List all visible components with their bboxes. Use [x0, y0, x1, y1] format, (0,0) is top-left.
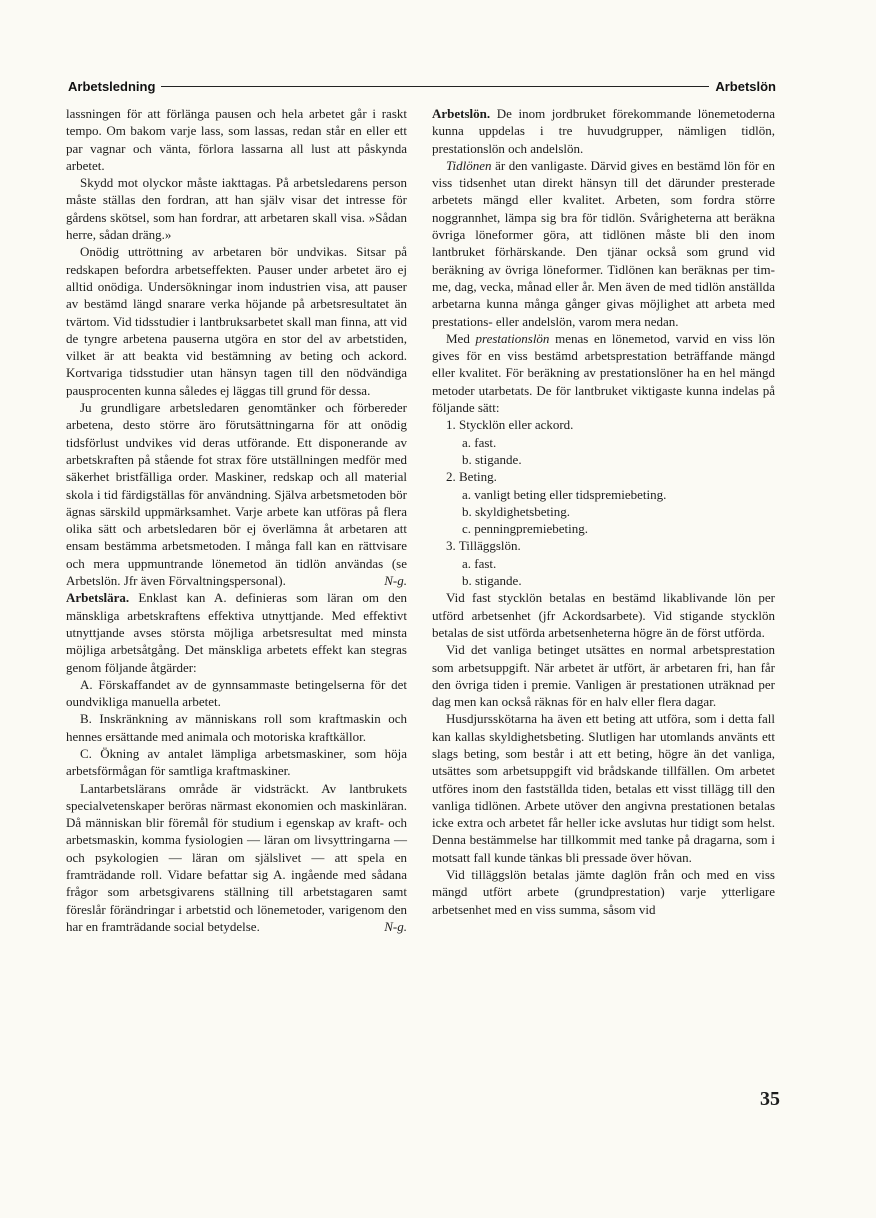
- author-signature: N-g.: [384, 573, 407, 589]
- left-column: [66, 105, 407, 935]
- list-item: A. Förskaffandet av de gynnsammaste betingelserna för det oundvikliga manuella arbetet.: [66, 676, 407, 710]
- right-column: [432, 105, 775, 918]
- paragraph-text: Ju grundligare arbetsledaren genomtänker och förbereder arbetena, desto större äro förutsättningarna för att onödig tidsförlust undvikes vid deras utförande. Ett disponerande av arbetskraften på stående fot strax före utställningen medför med säkerhet bristfälliga order. Maskiner, redskap och all material skola i tid färdigställas för användning. Själva arbetsmetoden bör ägnas särskild uppmärksamhet. Varje arbete kan utföras på flera olika sätt och arbetsledaren bör ej överlämna åt arbetaren att ensam bestämma arbetsmetoden. I många fall kan en rättvisare och mera uppmuntrande lönemetod än tidlön användas (se Arbetslön. Jfr även Förvaltningspersonal).: [66, 400, 407, 589]
- list-subitem: c. penningpremiebeting.: [462, 521, 588, 537]
- paragraph: [432, 157, 775, 330]
- paragraph: Skydd mot olyckor måste iakttagas. På arbetsledarens person måste ställas den fordran, att han själv visar det intresse för gårdens skötsel, som han fordrar, att arbetaren skall visa. »Sådan herre, sådan dräng.»: [66, 175, 407, 243]
- list-subitem: a. fast.: [462, 434, 497, 450]
- emphasis: prestationslön: [475, 330, 550, 346]
- paragraph: [66, 780, 407, 936]
- entry-text: Enklast kan A. definieras som läran om den mänskliga arbetskraftens effektiva utnyttjande. Med effektivt utnyttjande avses största möjliga arbetsresultat med minsta möjliga arbetsåtgång. Det mänskliga arbetets effekt kan stegras genom följande åtgärder:: [66, 590, 407, 675]
- page-number: 35: [760, 1088, 780, 1110]
- header-left-title: Arbetsledning: [68, 78, 156, 94]
- entry-arbetslara: [66, 589, 407, 675]
- paragraph-text: är den vanligaste. Därvid gives en bestämd lön för en viss tidsenhet utan direkt hänsyn till det därunder presterade arbetets mängd eller kvalitet. Arbeten, som fordra större noggrannhet, lämpa sig bra för tidlön. Svårigheterna att beräkna övriga löneformer göra, att tidlönen måste bli den inom lantbruket förhärskande. Den tjänar också som grund vid beräkning av övriga löneformer. Tidlönen kan beräknas per timme, dag, vecka, månad eller år. Men även de med tidlön anställda arbetarna kunna många gånger givas möjlighet att arbeta med prestations- eller andelslön, varom mera nedan.: [432, 157, 776, 329]
- entry-text: De inom jordbruket förekommande lönemetoderna kunna uppdelas i tre huvudgrupper, nämligen tidlön, prestationslön och andelslön.: [432, 106, 775, 156]
- list-subitem: a. vanligt beting eller tidspremiebeting.: [462, 486, 667, 502]
- paragraph: [66, 399, 407, 589]
- entry-term: Arbetslära.: [66, 590, 130, 606]
- header-right-title: Arbetslön: [715, 78, 776, 94]
- paragraph-text: Med: [446, 330, 470, 346]
- paragraph-text: Lantarbetslärans område är vidsträckt. Av lantbrukets specialvetenskaper beröras närmast ekonomien och maskinläran. Då människan blir föremål för studium i egenskap av kraft- och arbetsmaskin, komma fysiologien — läran om livsyttringarna — och psykologien — läran om själslivet — att spela en framträdande roll. Vidare befattar sig A. ingående med sådana frågor som arbetsgivarens ställning till arbetstagaren samt föreslår förändringar i arbetstid och lönemetoder, varigenom den har en framträdande social betydelse.: [66, 780, 407, 934]
- author-signature: N-g.: [384, 918, 407, 934]
- paragraph: Husdjursskötarna ha även ett beting att utföra, som i detta fall kan kallas skyldighetsbeting. Slutligen har utomlands använts ett slags beting, som består i att ett beting, högre än det vanliga, utsättes som arbetsuppgift vid brådskande tillfällen. Om arbetet utföres inom den fastställda tiden, betalas ett visst tillägg till den vanliga tidlönen. Arbete utöver den angivna prestationen betalas icke extra och arbetet får heller icke avslutas hur tidigt som helst. Denna bestämmelse har tillkommit med tanke på dragarna, som i motsatt fall kunde tänkas bli pressade över hövan.: [432, 711, 775, 865]
- list-subitem: b. skyldighetsbeting.: [462, 503, 570, 519]
- paragraph: Vid fast stycklön betalas en bestämd likablivande lön per utförd arbetsenhet (jfr Ackordsarbete). Vid stigande stycklön betalas de sist utförda arbetsenheterna högre än de först utförda.: [432, 590, 775, 640]
- header-rule: [161, 86, 709, 87]
- list-item: 3. Tilläggslön.: [446, 538, 521, 554]
- list-subitem: b. stigande.: [462, 451, 522, 467]
- entry-arbetslon: [432, 105, 775, 157]
- list-subitem: b. stigande.: [462, 573, 522, 589]
- paragraph: Vid tilläggslön betalas jämte daglön från och med en viss mängd utfört arbete (grundprestation) varje ytterligare arbetsenhet med en viss summa, såsom vid: [432, 867, 775, 917]
- entry-term: Arbetslön.: [432, 106, 491, 121]
- list-item: 1. Stycklön eller ackord.: [446, 417, 574, 433]
- list-item: B. Inskränkning av människans roll som kraftmaskin och hennes ersättande med animala och motoriska kraftkällor.: [66, 711, 407, 744]
- paragraph-text: menas en lönemetod, varvid en viss lön gives för en viss bestämd arbetsprestation beträffande mängd eller kvalitet. För beräkning av prestationslöner ha en hel mängd metoder utarbetats. De för lantbruket viktigaste kunna indelas på följande sätt:: [432, 330, 776, 416]
- paragraph: [432, 330, 775, 416]
- emphasis: Tidlönen: [446, 157, 492, 173]
- paragraph: Vid det vanliga betinget utsättes en normal arbetsprestation som arbetsuppgift. När arbetet är utfört, är arbetaren fri, han får den övriga tiden i premie. Vanligen är prestationen uträknad per dag men kan också räknas för en halv eller flera dagar.: [432, 642, 775, 710]
- running-header: [68, 76, 776, 96]
- list-item: C. Ökning av antalet lämpliga arbetsmaskiner, som höja arbetsförmågan för samtliga kraftmaskiner.: [66, 745, 407, 779]
- list-subitem: a. fast.: [462, 555, 497, 571]
- list-item: 2. Beting.: [446, 469, 497, 485]
- paragraph: Onödig uttröttning av arbetaren bör undvikas. Sitsar på redskapen befordra arbetseffekten. Pauser under arbetet äro ej alltid onödiga. Undersökningar inom industrien visa, att pauser av bestämd längd snarare verka höjande på arbetsresultatet än tvärtom. Vid tidsstudier i lantbruksarbetet skall man finna, att vid de tyngre arbetena pauserna utgöra en stor del av arbetstiden, vilket är att beakta vid bestämning av beting och ackord. Kortvariga tidsstudier utan hänsyn tagen till den nödvändiga pausprocenten kunna således ej läggas till grund för dessa.: [66, 244, 407, 398]
- paragraph: lassningen för att förlänga pausen och hela arbetet går i raskt tempo. Om bakom varje lass, som lassas, redan står en eller ett par vagnar och vänta, förlora lassarna all lust att påskynda arbetet.: [66, 106, 407, 173]
